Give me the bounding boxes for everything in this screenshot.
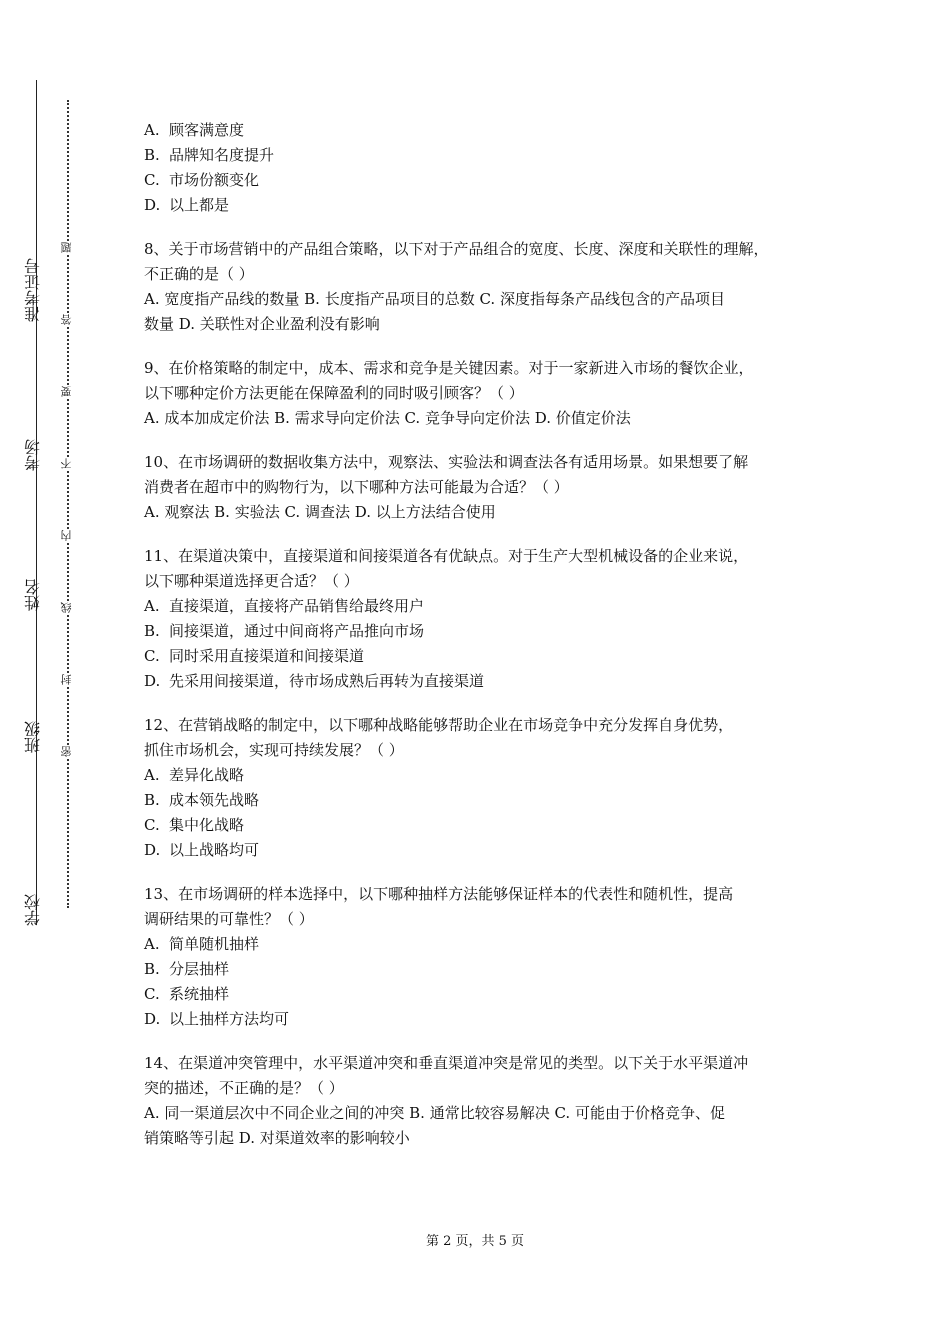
seal-char: 不 <box>60 458 76 469</box>
question-stem: 突的描述，不正确的是？（ ） <box>144 1079 344 1097</box>
seal-char: 封 <box>60 674 76 685</box>
option-row: C. 同时采用直接渠道和间接渠道 <box>144 647 365 665</box>
question-stem: 10、在市场调研的数据收集方法中，观察法、实验法和调查法各有适用场景。如果想要了解 <box>144 453 749 471</box>
school-label: 学校 <box>23 894 43 926</box>
option-row: B. 品牌知名度提升 <box>144 146 275 164</box>
question-stem: 不正确的是（ ） <box>144 265 254 283</box>
option-row: C. 系统抽样 <box>144 985 230 1003</box>
option-row: A. 成本加成定价法 B. 需求导向定价法 C. 竞争导向定价法 D. 价值定价法 <box>144 409 631 427</box>
option-row: A. 同一渠道层次中不同企业之间的冲突 B. 通常比较容易解决 C. 可能由于价格竞争、促 <box>144 1104 725 1122</box>
seal-char: 线 <box>60 602 76 613</box>
exam-room-label: 考场 <box>23 439 43 471</box>
option-row: D. 以上抽样方法均可 <box>144 1010 290 1028</box>
option-row: A. 观察法 B. 实验法 C. 调查法 D. 以上方法结合使用 <box>144 503 496 521</box>
question-stem: 消费者在超市中的购物行为，以下哪种方法可能最为合适？（ ） <box>144 478 569 496</box>
option-row: C. 集中化战略 <box>144 816 245 834</box>
question-stem: 以下哪种定价方法更能在保障盈利的同时吸引顾客？（ ） <box>144 384 524 402</box>
question-stem: 抓住市场机会，实现可持续发展？（ ） <box>144 741 404 759</box>
option-row: A. 简单随机抽样 <box>144 935 260 953</box>
option-row: 数量 D. 关联性对企业盈利没有影响 <box>144 315 380 333</box>
option-row: A. 宽度指产品线的数量 B. 长度指产品项目的总数 C. 深度指每条产品线包含的产品项目 <box>144 290 725 308</box>
question-stem: 14、在渠道冲突管理中，水平渠道冲突和垂直渠道冲突是常见的类型。以下关于水平渠道冲 <box>144 1054 749 1072</box>
option-row: A. 顾客满意度 <box>144 121 245 139</box>
seal-char: 密 <box>60 746 76 757</box>
question-stem: 调研结果的可靠性？（ ） <box>144 910 314 928</box>
option-row: B. 分层抽样 <box>144 960 230 978</box>
question-stem: 11、在渠道决策中，直接渠道和间接渠道各有优缺点。对于生产大型机械设备的企业来说， <box>144 547 749 565</box>
option-row: D. 先采用间接渠道，待市场成熟后再转为直接渠道 <box>144 672 485 690</box>
question-12 <box>144 713 824 863</box>
question-13 <box>144 882 824 1032</box>
option-row: D. 以上都是 <box>144 196 230 214</box>
seal-dotted-line <box>67 100 69 908</box>
seal-char: 要 <box>60 386 76 397</box>
admission-no-label: 准考证号 <box>23 258 43 322</box>
question-stem: 8、关于市场营销中的产品组合策略，以下对于产品组合的宽度、长度、深度和关联性的理解， <box>144 240 769 258</box>
question-stem: 13、在市场调研的样本选择中，以下哪种抽样方法能够保证样本的代表性和随机性，提高 <box>144 885 734 903</box>
option-row: D. 以上战略均可 <box>144 841 260 859</box>
question-14 <box>144 1051 824 1151</box>
question-11 <box>144 544 824 694</box>
binding-solid-line <box>36 80 37 925</box>
seal-char: 题 <box>60 242 76 253</box>
option-row: B. 间接渠道，通过中间商将产品推向市场 <box>144 622 425 640</box>
question-stem: 9、在价格策略的制定中，成本、需求和竞争是关键因素。对于一家新进入市场的餐饮企业， <box>144 359 754 377</box>
seal-char: 内 <box>60 530 76 541</box>
question-stem: 以下哪种渠道选择更合适？（ ） <box>144 572 359 590</box>
option-row: A. 差异化战略 <box>144 766 245 784</box>
option-row: C. 市场份额变化 <box>144 171 260 189</box>
option-row: A. 直接渠道，直接将产品销售给最终用户 <box>144 597 425 615</box>
class-label: 班级 <box>23 721 43 753</box>
name-label: 姓名 <box>23 579 43 611</box>
option-row: B. 成本领先战略 <box>144 791 260 809</box>
question-10 <box>144 450 824 525</box>
page-number: 第 2 页，共 5 页 <box>425 1234 525 1249</box>
seal-char: 答 <box>60 314 76 325</box>
question-9 <box>144 356 824 431</box>
q7-options <box>144 118 824 218</box>
question-stem: 12、在营销战略的制定中，以下哪种战略能够帮助企业在市场竞争中充分发挥自身优势， <box>144 716 734 734</box>
question-8 <box>144 237 824 337</box>
option-row: 销策略等引起 D. 对渠道效率的影响较小 <box>144 1129 410 1147</box>
question-content <box>144 118 824 1151</box>
